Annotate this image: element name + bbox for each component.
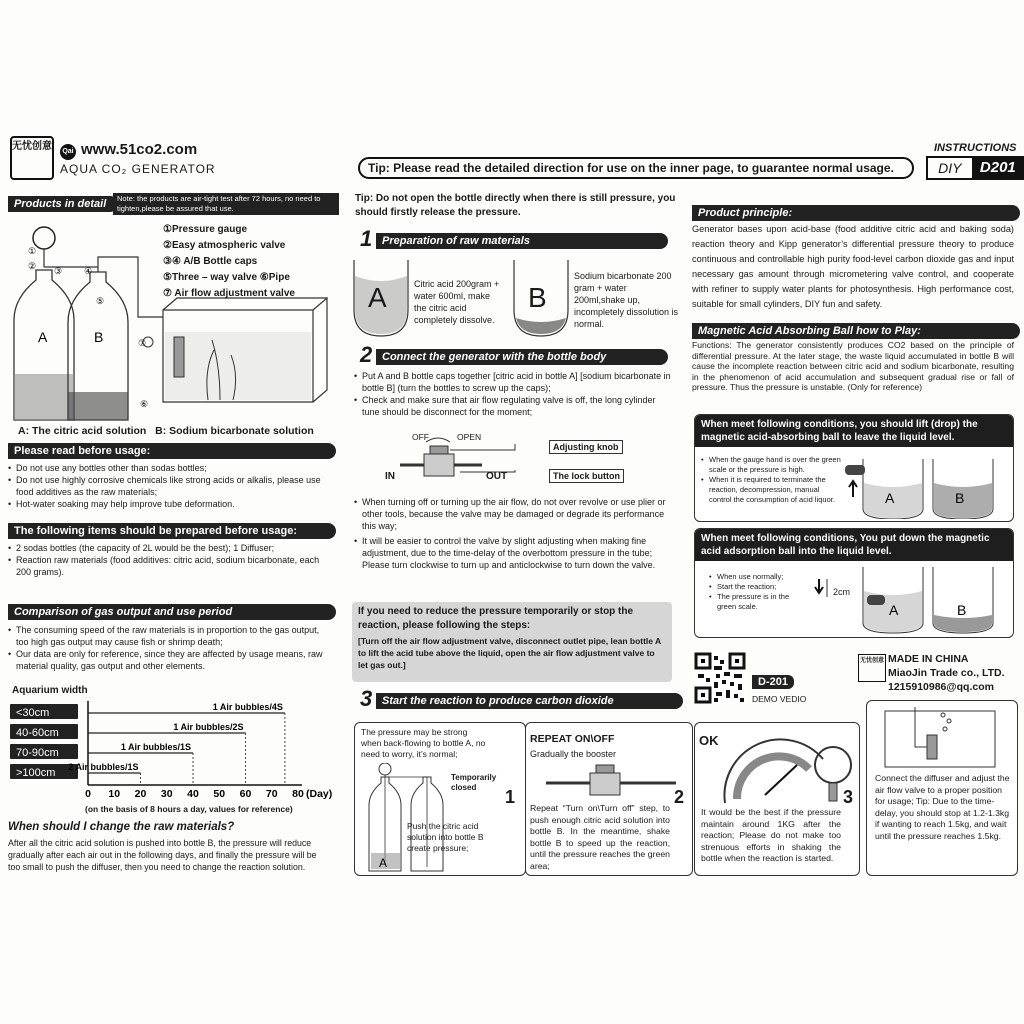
gauge-dial-icon bbox=[815, 747, 851, 783]
panel2-title: REPEAT ON\OFF bbox=[530, 733, 615, 745]
products-title: Products in detail bbox=[8, 196, 118, 212]
x-axis-label: (Day) bbox=[306, 788, 333, 800]
x-tick-label: 20 bbox=[134, 788, 147, 800]
text-b: Sodium bicarbonate 200 gram + water 200ml,shake up, incompletely dissolution is normal. bbox=[574, 271, 679, 329]
step-panel-3 bbox=[694, 722, 860, 876]
two-cm-label: 2cm bbox=[833, 587, 851, 597]
diffuser-icon bbox=[174, 337, 184, 377]
instructions-label: INSTRUCTIONS bbox=[934, 142, 1017, 154]
panel3-number: 3 bbox=[843, 787, 854, 807]
panel1-text: The pressure may be strong when back-flowing to bottle A, no need to worry, it’s normal; bbox=[361, 727, 486, 759]
valve-open: OPEN bbox=[457, 432, 482, 442]
company-logo: 无忧创意 bbox=[858, 654, 886, 682]
step1-title: Preparation of raw materials bbox=[376, 233, 668, 249]
svg-text:③: ③ bbox=[54, 266, 63, 276]
list-item: • Do not use any bottles other than sodas bottles; bbox=[8, 462, 330, 474]
diy-label: DIY bbox=[938, 160, 962, 176]
model-label: D201 bbox=[972, 158, 1024, 178]
label-b: B bbox=[528, 282, 547, 313]
part-item: ⑦ Air flow adjustment valve bbox=[163, 288, 295, 299]
x-tick-label: 0 bbox=[85, 788, 91, 800]
valve-off: OFF bbox=[412, 432, 429, 442]
step3-title: Start the reaction to produce carbon dioxide bbox=[376, 693, 683, 709]
list-item: • 2 sodas bottles (the capacity of 2L would be the best); 1 Diffuser; bbox=[8, 542, 330, 554]
step-panel-4 bbox=[866, 700, 1018, 876]
put-title: When meet following conditions, You put down the magnetic acid adsorption ball into the liquid level. bbox=[695, 529, 1013, 561]
bar-data-label: 1 Air bubbles/1S bbox=[120, 742, 191, 752]
put-list bbox=[709, 572, 809, 612]
adjusting-knob-icon bbox=[430, 446, 448, 454]
prepare-title: The following items should be prepared before usage: bbox=[8, 523, 336, 539]
gas-output-chart bbox=[8, 697, 338, 807]
bar-data-label: 1 Air bubbles/4S bbox=[212, 702, 283, 712]
list-item: • Check and make sure that air flow regulating valve is off, the long cylinder tune should be disconnect for the moment; bbox=[354, 394, 672, 418]
list-item: • When turning off or turning up the air flow, do not over revolve or use plier or other tools, because the valve may be damaged or degrade its performance this way; bbox=[354, 496, 672, 532]
lift-box bbox=[694, 414, 1014, 522]
panel4-text: Connect the diffuser and adjust the air flow valve to a proper position for usage; Tip: Due to the time-delay, you should stop at 1.2-1.3kg if wanting to reach 1.5kg, and wait until the pressure reaches 1.5kg. bbox=[875, 773, 1010, 841]
model-badge bbox=[926, 156, 1024, 180]
panel1-number: 1 bbox=[505, 787, 516, 807]
step1-number: 1 bbox=[360, 226, 373, 251]
reduce-title: If you need to reduce the pressure temporarily or stop the reaction, please following the steps: bbox=[358, 606, 634, 631]
panel2-sub: Gradually the booster bbox=[530, 749, 617, 759]
lift-illustration bbox=[843, 451, 1009, 519]
reduce-box bbox=[352, 602, 672, 682]
valve-in: IN bbox=[385, 471, 395, 482]
acid-ball-icon bbox=[867, 595, 885, 605]
products-note: Note: the products are air-tight test after 72 hours, no need to tighten,please be assured that use. bbox=[113, 193, 339, 215]
list-item: • When it is required to terminate the reaction, decompression, manual control the consumption of acid liquor. bbox=[701, 475, 841, 505]
svg-text:⑤: ⑤ bbox=[96, 296, 105, 306]
step2-title: Connect the generator with the bottle body bbox=[376, 349, 668, 365]
part-item: ⑤Three – way valve ⑥Pipe bbox=[163, 272, 290, 283]
compare-title: Comparison of gas output and use period bbox=[8, 604, 336, 620]
step2-list-b bbox=[354, 496, 672, 571]
list-item: • When the gauge hand is over the green scale or the pressure is high. bbox=[701, 455, 841, 475]
svg-text:⑦: ⑦ bbox=[138, 338, 147, 348]
bar-data-label: 1 Air bubbles/2S bbox=[173, 722, 244, 732]
logo-text: 无忧创意 bbox=[12, 141, 52, 152]
x-tick-label: 30 bbox=[160, 788, 173, 800]
adjusting-knob-label: Adjusting knob bbox=[549, 440, 623, 454]
compare-list bbox=[8, 624, 330, 672]
middle-tip: Tip: Do not open the bottle directly when there is still pressure, you should firstly release the pressure. bbox=[355, 193, 676, 218]
text-a: Citric acid 200gram + water 600ml, make the citric acid completely dissolve. bbox=[414, 279, 500, 325]
before-list bbox=[8, 462, 330, 510]
x-tick-label: 40 bbox=[187, 788, 199, 800]
panel2-number: 2 bbox=[674, 787, 685, 807]
acid-ball-icon bbox=[845, 465, 865, 475]
principle-title: Product principle: bbox=[692, 205, 1020, 221]
svg-text:①: ① bbox=[28, 246, 37, 256]
website[interactable]: www.51co2.com bbox=[81, 141, 198, 158]
svg-text:A: A bbox=[379, 856, 388, 870]
category-label: <30cm bbox=[16, 707, 50, 719]
diffuser-icon bbox=[927, 735, 937, 759]
qai-badge: Qai bbox=[60, 144, 76, 160]
list-item: • Hot-water soaking may help improve tube deformation. bbox=[8, 498, 330, 510]
made-in: MADE IN CHINA bbox=[888, 653, 969, 665]
caption-b: B: Sodium bicarbonate solution bbox=[155, 425, 314, 437]
x-tick-label: 50 bbox=[213, 788, 226, 800]
ball-title: Magnetic Acid Absorbing Ball how to Play: bbox=[692, 323, 1020, 339]
panel3-ok: OK bbox=[699, 733, 719, 748]
qr-model: D-201 bbox=[752, 675, 794, 689]
qr-code[interactable] bbox=[694, 652, 746, 704]
category-label: 40-60cm bbox=[16, 727, 59, 739]
svg-text:A: A bbox=[889, 602, 899, 618]
principle-text: Generator bases upon acid-base (food additive citric acid and baking soda) reaction theory and Kipp generator’s differential pressure theory to produce continuous and controllable high purity food-level carbon dioxide gas and input necessary gas amount through micrometering valve control, and cooperate with refiner to supply water plants for photosynthesis. High performance cost, suitable for small cylinders, DIY fun and safety. bbox=[692, 224, 1014, 309]
when-text: After all the citric acid solution is pushed into bottle B, the pressure will reduce gradually after each air out in the following days, and finally the pressure will be too small to push the diffuser, then you need to change the reaction solution. bbox=[8, 838, 317, 872]
svg-text:④: ④ bbox=[84, 266, 93, 276]
svg-text:B: B bbox=[94, 329, 104, 345]
panel1-temp: Temporarily closed bbox=[451, 773, 497, 792]
put-illustration bbox=[813, 565, 1011, 635]
svg-text:A: A bbox=[38, 329, 48, 345]
list-item: • When use normally; bbox=[709, 572, 809, 582]
lift-list bbox=[701, 455, 841, 505]
list-item: • The pressure is in the green scale. bbox=[709, 592, 809, 612]
list-item: • It will be easier to control the valve by slight adjusting when making fine adjustment, due to the time-delay of the overbottom pressure in the tube; Please turn clockwise to turn up and anticlockwise to turn down the valve. bbox=[354, 535, 672, 571]
valve-out: OUT bbox=[486, 471, 508, 482]
list-item: • Reaction raw materials (food additives: citric acid, sodium bicarbonate, each 200 grams). bbox=[8, 554, 330, 578]
category-label: 70-90cm bbox=[16, 747, 59, 759]
parts-list bbox=[163, 222, 295, 302]
valve-body-icon bbox=[424, 454, 454, 476]
panel2-valve-illustration bbox=[546, 763, 676, 807]
panel1-illustration bbox=[363, 763, 463, 873]
step1-header bbox=[352, 226, 672, 251]
part-item: ③④ A/B Bottle caps bbox=[163, 256, 258, 267]
company-info bbox=[888, 652, 1005, 694]
pressure-gauge-icon bbox=[33, 227, 55, 249]
step-panel-1 bbox=[354, 722, 526, 876]
chart-note: (on the basis of 8 hours a day, values for reference) bbox=[85, 804, 293, 814]
svg-text:B: B bbox=[957, 602, 967, 618]
bar-data-label: 2 Air bubbles/1S bbox=[68, 762, 139, 772]
x-tick-label: 70 bbox=[265, 788, 278, 800]
step2-header bbox=[352, 342, 672, 367]
lift-title: When meet following conditions, you should lift (drop) the magnetic acid-absorbing ball to leave the liquid level. bbox=[695, 415, 1013, 447]
bottle-captions bbox=[18, 425, 314, 437]
diffuser-illustration bbox=[875, 705, 1009, 771]
list-item: • Start the reaction; bbox=[709, 582, 809, 592]
company-name: MiaoJin Trade co., LTD. bbox=[888, 667, 1005, 679]
lock-button-label: The lock button bbox=[549, 469, 624, 483]
step-panel-2 bbox=[525, 722, 693, 876]
reduce-text: [Turn off the air flow adjustment valve, disconnect outlet pipe, lean bottle A to lift the acid tube above the liquid, open the air flow adjustment valve to let gas out.] bbox=[358, 636, 661, 670]
part-item: ②Easy atmospheric valve bbox=[163, 240, 286, 251]
step2-number: 2 bbox=[360, 342, 373, 367]
when-title: When should I change the raw materials? bbox=[8, 821, 235, 833]
panel1-push: Push the citric acid solution into bottle B create pressure; bbox=[407, 821, 484, 853]
list-item: • Our data are only for reference, since they are affected by usage means, raw material quality, gas output and other elements. bbox=[8, 648, 330, 672]
pressure-gauge-illustration bbox=[705, 729, 855, 805]
header-tip: Tip: Please read the detailed direction for use on the inner page, to guarantee normal usage. bbox=[358, 157, 914, 179]
x-tick-label: 60 bbox=[239, 788, 252, 800]
label-a: A bbox=[368, 282, 387, 313]
ball-text: Functions: The generator consistently produces CO2 based on the principle of differential pressure. At the later stage, the waste liquid accumulated in bottle B will cause the incomplete reaction between citric acid and sodium bicarbonate, resulting in the phenomenon of acid accumulation and subsequent gradual rise or fall of pressure. Thus the pressure is unstable. (Only for reference) bbox=[692, 340, 1014, 392]
brand-logo bbox=[10, 136, 54, 180]
step3-number: 3 bbox=[360, 686, 373, 711]
panel3-text: It would be the best if the pressure maintain around 1KG after the reaction; Please do not make too strenuous efforts in shaking the bottle when the reaction is started. bbox=[701, 807, 841, 863]
svg-text:A: A bbox=[885, 490, 895, 506]
step2-list bbox=[354, 370, 672, 418]
demo-video-link[interactable]: DEMO VEDIO bbox=[752, 694, 807, 704]
panel2-text: Repeat “Turn on\Turn off” step, to push enough citric acid solution into bottle B. In the meantime, shake bottle B to speed up the reaction, until the pressure reaches the green area; bbox=[530, 803, 670, 871]
put-box bbox=[694, 528, 1014, 638]
part-item: ①Pressure gauge bbox=[163, 224, 247, 235]
prepare-list bbox=[8, 542, 330, 578]
x-tick-label: 10 bbox=[108, 788, 121, 800]
product-name: AQUA CO₂ GENERATOR bbox=[60, 162, 216, 176]
caption-a: A: The citric acid solution bbox=[18, 425, 147, 437]
x-tick-label: 80 bbox=[292, 788, 304, 800]
svg-text:②: ② bbox=[28, 261, 37, 271]
step3-header bbox=[352, 686, 672, 711]
svg-text:⑥: ⑥ bbox=[140, 399, 149, 409]
list-item: • The consuming speed of the raw materials is in proportion to the gas output, too high gas output may cause fish or shrimp death; bbox=[8, 624, 330, 648]
list-item: • Put A and B bottle caps together [citric acid in bottle A] [sodium bicarbonate in bottle B] (turn the bottles to screw up the caps); bbox=[354, 370, 672, 394]
company-email[interactable]: 1215910986@qq.com bbox=[888, 681, 994, 693]
list-item: • Do not use highly corrosive chemicals like strong acids or alkalis, please use food additives as the raw materials; bbox=[8, 474, 330, 498]
svg-text:B: B bbox=[955, 490, 965, 506]
before-title: Please read before usage: bbox=[8, 443, 336, 459]
chart-ylabel: Aquarium width bbox=[12, 685, 88, 696]
category-label: >100cm bbox=[16, 767, 56, 779]
